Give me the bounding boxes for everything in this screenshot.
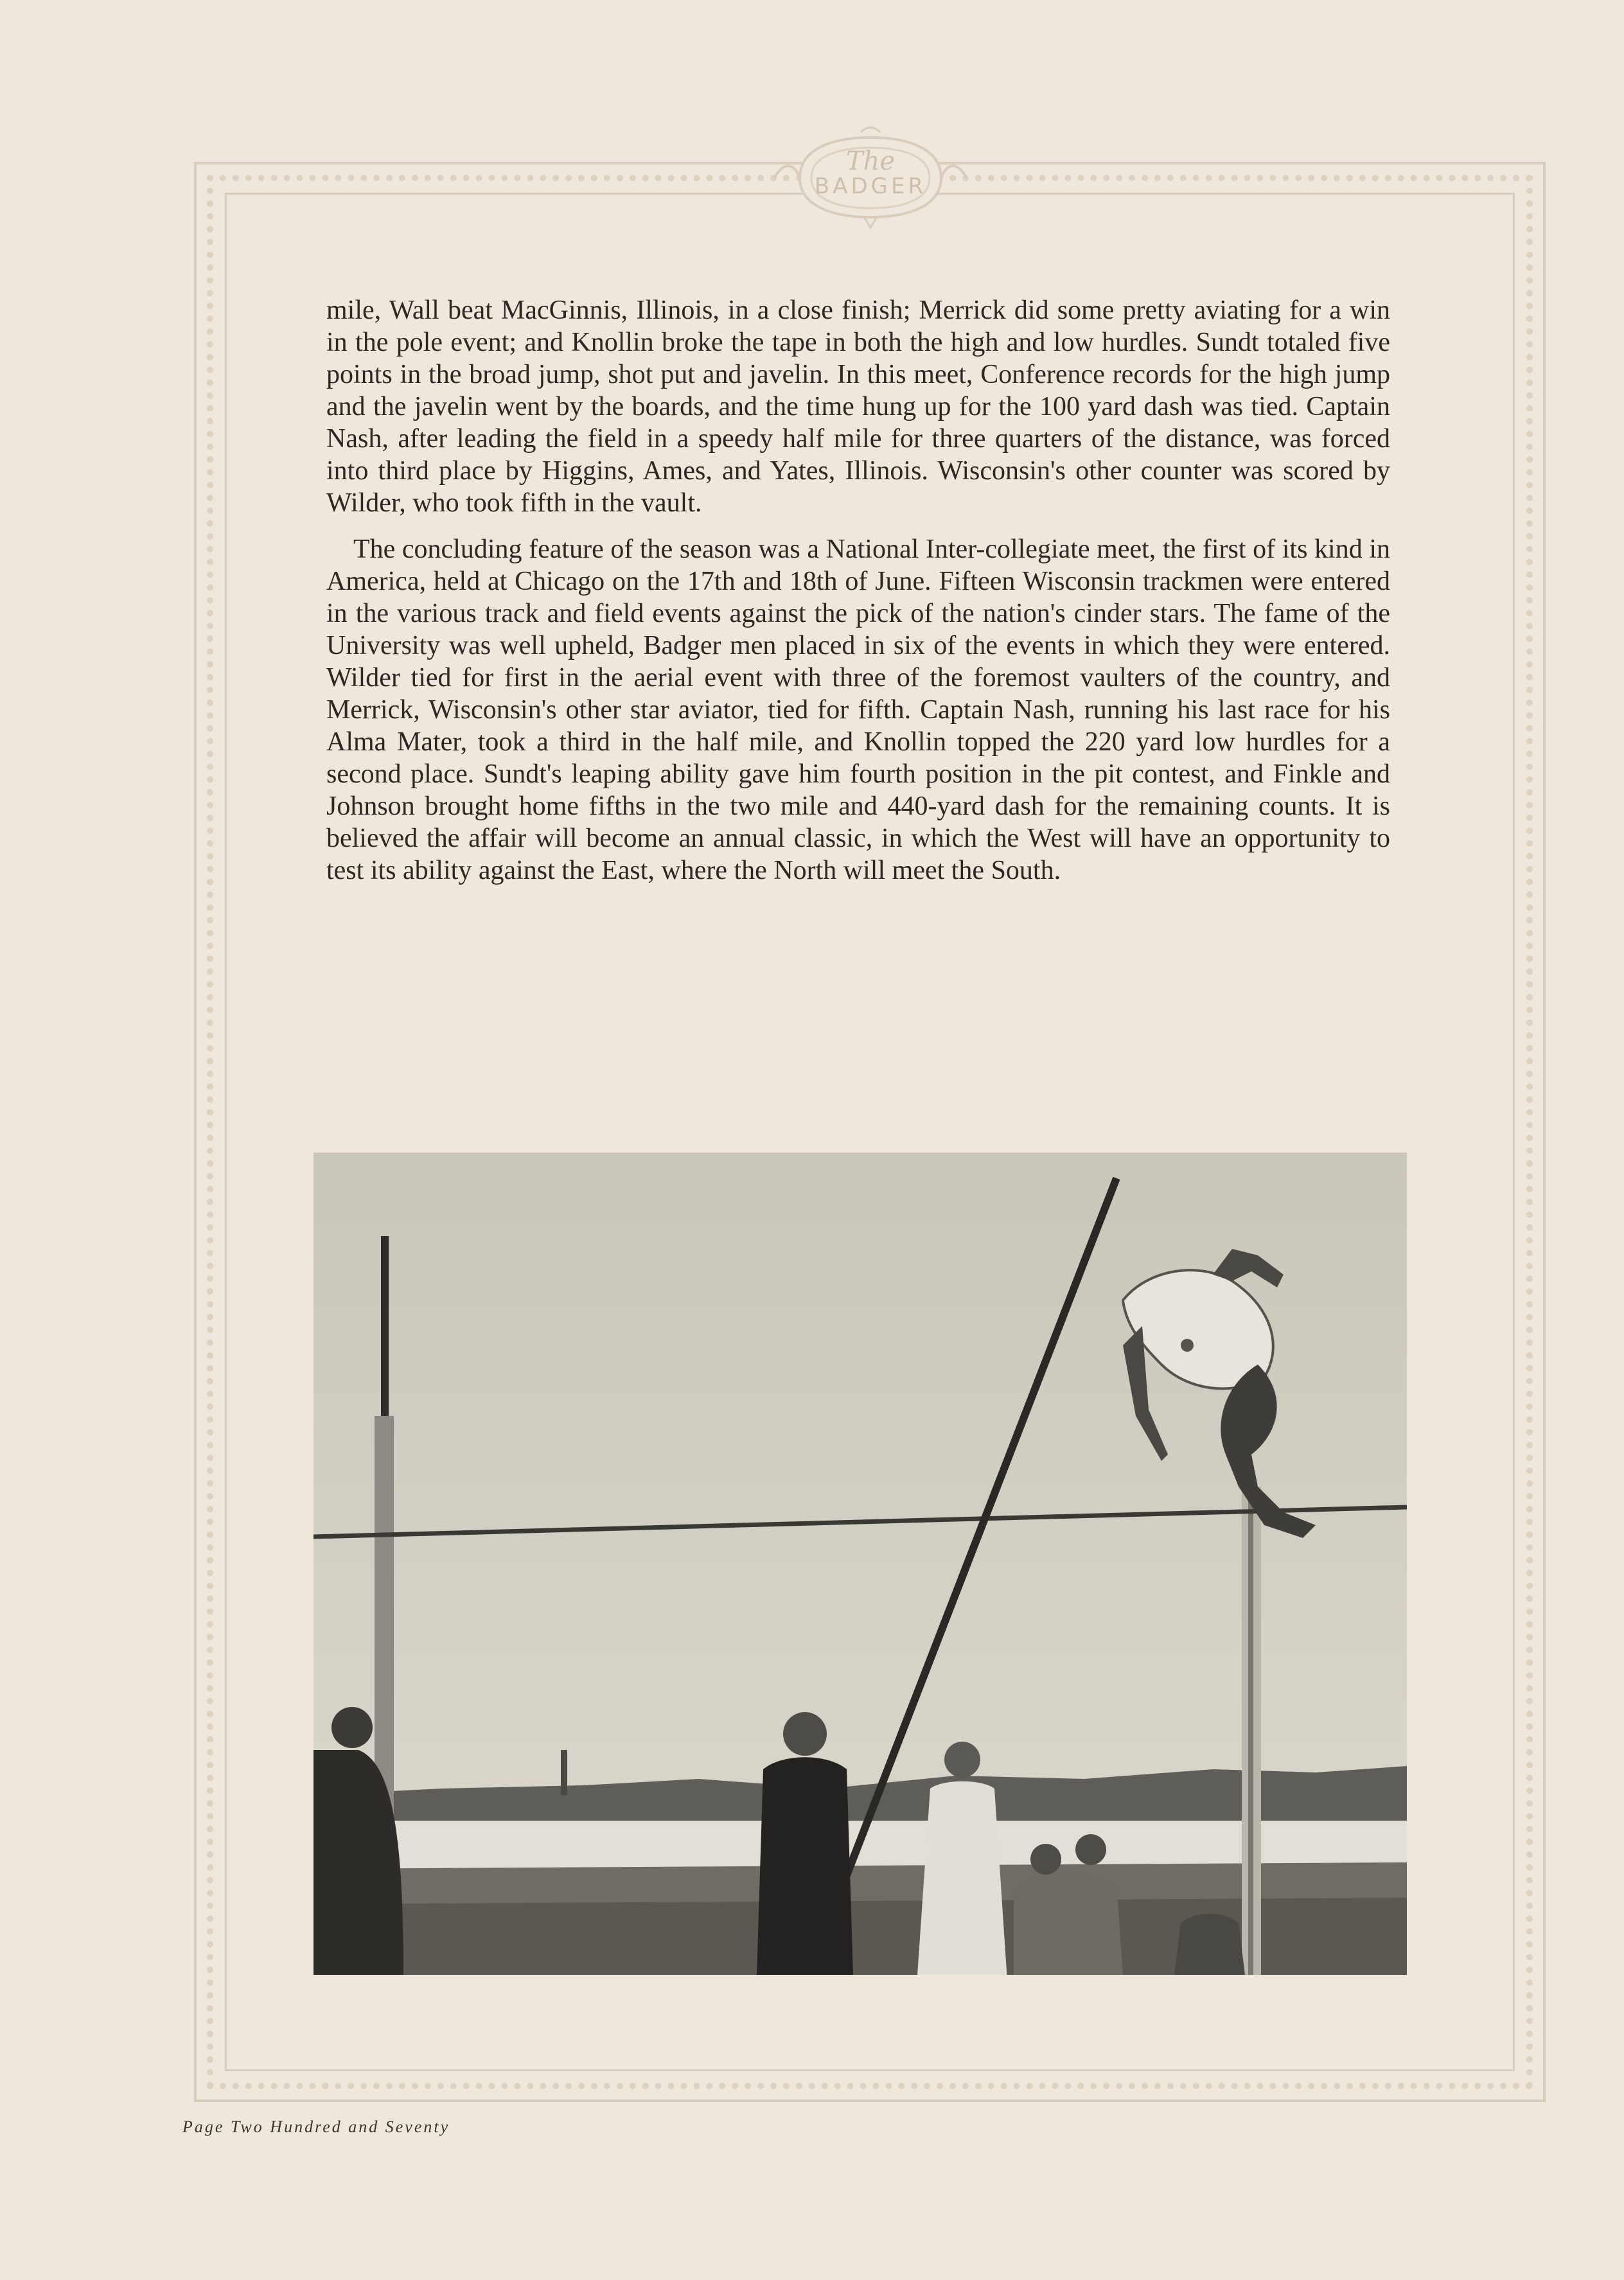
ornament-the: The <box>845 146 896 176</box>
ornament-title: BADGER <box>814 173 927 199</box>
article-body <box>326 294 1390 901</box>
pole-vault-photo-illustration <box>313 1153 1407 1975</box>
paragraph-2: The concluding feature of the season was a National Inter-collegiate meet, the first of its kind in America, held at Chicago on the 17th and 18th of June. Fifteen Wisconsin trackmen were entered in the various track and field events against the pick of the nation's cinder stars. The fame of the University was well upheld, Badger men placed in six of the events in which they were entered. Wilder tied for first in the aerial event with three of the foremost vaulters of the country, and Merrick, Wisconsin's other star aviator, tied for fifth. Captain Nash, running his last race for his Alma Mater, took a third in the half mile, and Knollin topped the 220 yard low hurdles for a second place. Sundt's leaping ability gave him fourth position in the pit contest, and Finkle and Johnson brought home fifths in the two mile and 440-yard dash for the remaining counts. It is believed the affair will become an annual classic, in which the West will have an opportunity to test its ability against the East, where the North will meet the South. <box>326 535 1390 885</box>
pole-vault-photo <box>313 1153 1407 1975</box>
badger-header-ornament <box>774 123 967 233</box>
paragraph-1: mile, Wall beat MacGinnis, Illinois, in a close finish; Merrick did some pretty aviating for a win in the pole event; and Knollin broke the tape in both the high and low hurdles. Sundt totaled five points in the broad jump, shot put and javelin. In this meet, Conference records for the high jump and the javelin went by the boards, and the time hung up for the 100 yard dash was tied. Captain Nash, after leading the field in a speedy half mile for three quarters of the distance, was forced into third place by Higgins, Ames, and Yates, Illinois. Wisconsin's other counter was scored by Wilder, who took fifth in the vault. <box>326 296 1390 518</box>
page-number-footer: Page Two Hundred and Seventy <box>182 2117 450 2136</box>
